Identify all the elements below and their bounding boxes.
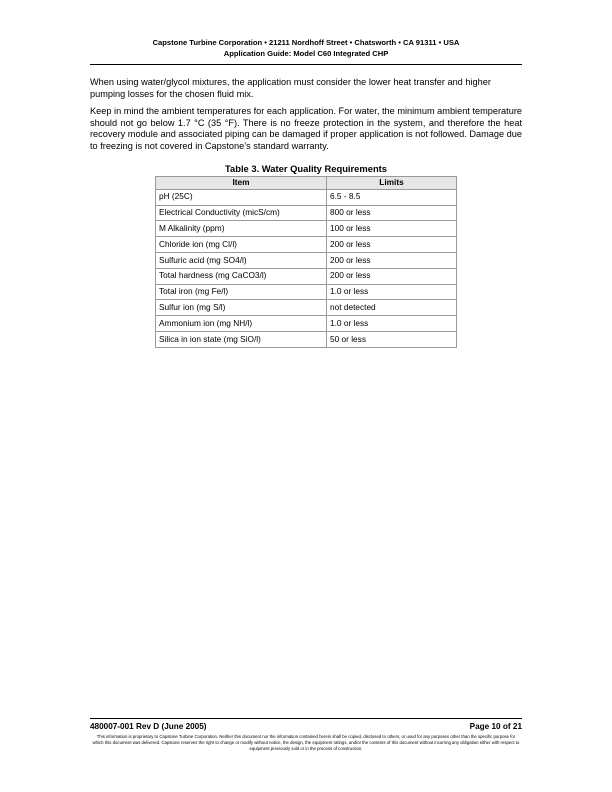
limit-cell: 200 or less	[327, 268, 457, 284]
column-header-limits: Limits	[327, 177, 457, 190]
table-row	[156, 221, 457, 237]
item-cell: M Alkalinity (ppm)	[156, 221, 327, 237]
item-cell: pH (25C)	[156, 189, 327, 205]
item-cell: Ammonium ion (mg NH/l)	[156, 316, 327, 332]
item-cell: Sulfuric acid (mg SO4/l)	[156, 252, 327, 268]
limit-cell: 200 or less	[327, 237, 457, 253]
item-cell: Silica in ion state (mg SiO/l)	[156, 331, 327, 347]
table-row	[156, 205, 457, 221]
limit-cell: 200 or less	[327, 252, 457, 268]
proprietary-disclaimer: This information is proprietary to Capstone Turbine Corporation. Neither this document nor the information contained herein shall be copied, disclosed to others, or used for any purposes other than the specific purpose for which this document was delivered. Capstone reserves the right to change or modify without notice, the design, the equipment ratings, and/or the contents of this document without incurring any obligation either with respect to equipment previously sold or in the process of construction.	[92, 734, 520, 751]
table-row	[156, 284, 457, 300]
table-title: Table 3. Water Quality Requirements	[224, 162, 388, 174]
limit-cell: 1.0 or less	[327, 284, 457, 300]
table-row	[156, 331, 457, 347]
header-divider	[90, 64, 522, 65]
limit-cell: 1.0 or less	[327, 316, 457, 332]
table-row	[156, 252, 457, 268]
paragraph-ambient-temperature: Keep in mind the ambient temperatures for each application. For water, the minimum ambient temperature should not go below 1.7 °C (35 °F). There is no freeze protection in the system, and therefore the heat recovery module and associated piping can be damaged if proper application is not followed. Damage due to freezing is not covered in Capstone’s standard warranty.	[90, 106, 522, 151]
item-cell: Electrical Conductivity (micS/cm)	[156, 205, 327, 221]
table-row	[156, 189, 457, 205]
page-number: Page 10 of 21	[469, 722, 522, 731]
page-header	[90, 37, 522, 59]
header-company-line: Capstone Turbine Corporation • 21211 Nordhoff Street • Chatsworth • CA 91311 • USA	[152, 38, 460, 47]
item-cell: Chloride ion (mg Cl/l)	[156, 237, 327, 253]
table-row	[156, 268, 457, 284]
limit-cell: 50 or less	[327, 331, 457, 347]
header-guide-title: Application Guide: Model C60 Integrated CHP	[223, 49, 389, 58]
water-quality-table	[155, 176, 457, 348]
limit-cell: 6.5 - 8.5	[327, 189, 457, 205]
limit-cell: 100 or less	[327, 221, 457, 237]
table-header-row	[156, 177, 457, 190]
document-revision: 480007-001 Rev D (June 2005)	[90, 722, 207, 731]
item-cell: Sulfur ion (mg S/l)	[156, 300, 327, 316]
table-row	[156, 316, 457, 332]
item-cell: Total hardness (mg CaCO3/l)	[156, 268, 327, 284]
limit-cell: 800 or less	[327, 205, 457, 221]
table-row	[156, 300, 457, 316]
table-row	[156, 237, 457, 253]
item-cell: Total iron (mg Fe/l)	[156, 284, 327, 300]
footer-divider	[90, 718, 522, 719]
page-content	[90, 77, 522, 348]
column-header-item: Item	[156, 177, 327, 190]
paragraph-glycol: When using water/glycol mixtures, the application must consider the lower heat transfer and higher pumping losses for the chosen fluid mix.	[90, 77, 491, 99]
limit-cell: not detected	[327, 300, 457, 316]
